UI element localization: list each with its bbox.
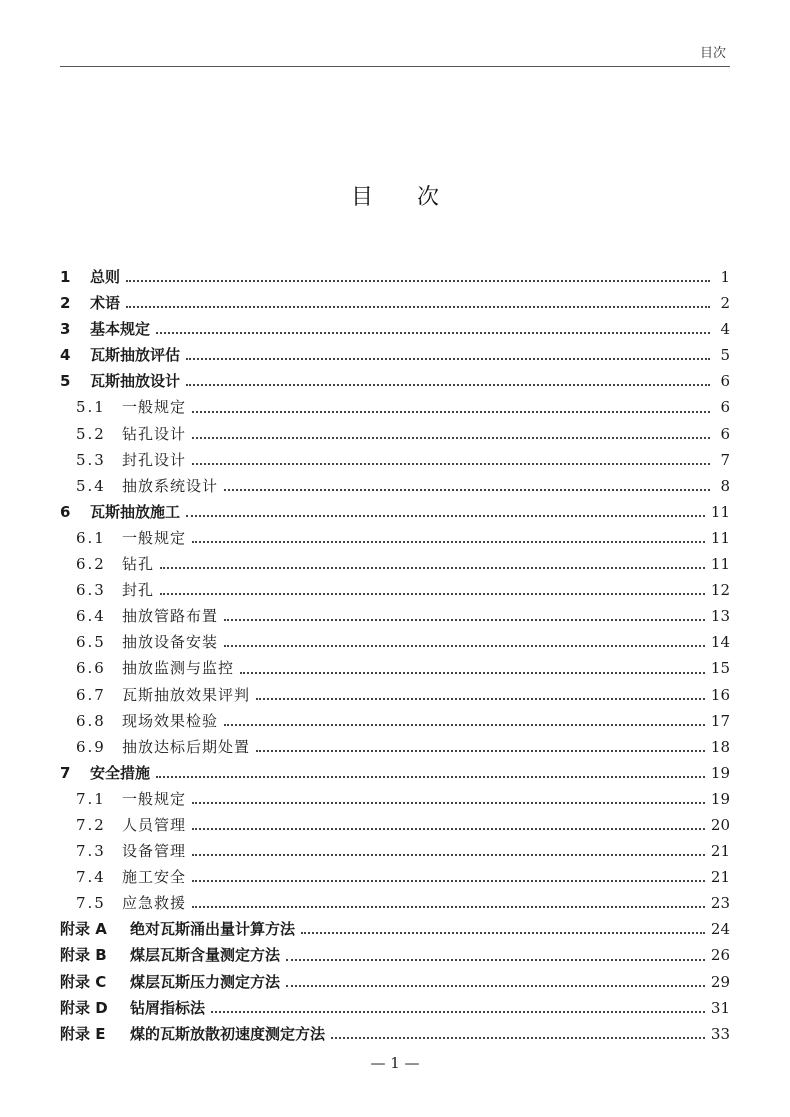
toc-entry-number: 7.3 (76, 842, 106, 861)
toc-entry-page: 14 (710, 633, 730, 652)
dot-leader (192, 872, 705, 882)
toc-entry-title: 一般规定 (122, 528, 187, 547)
toc-entry-number: 7 (60, 763, 71, 782)
toc-entry-title: 术语 (90, 294, 121, 313)
toc-entry-page: 7 (720, 450, 730, 469)
toc-entry-page: 19 (710, 763, 730, 782)
toc-entry-number: 4 (60, 346, 71, 365)
dot-leader (186, 507, 705, 517)
dot-leader (286, 951, 705, 961)
toc-entry-title: 应急救援 (122, 894, 187, 913)
toc-entry[interactable] (60, 864, 730, 890)
toc-entry-title: 总则 (90, 268, 121, 286)
dot-leader (224, 611, 705, 621)
toc-entry[interactable] (60, 838, 730, 864)
toc-entry-number: 5 (60, 372, 71, 391)
dot-leader (256, 690, 705, 700)
toc-entry-title: 瓦斯抽放效果评判 (122, 685, 251, 704)
toc-entry-number: 5.4 (76, 476, 106, 495)
toc-entry[interactable] (60, 890, 730, 916)
toc-entry[interactable] (60, 421, 730, 447)
toc-entry-title: 抽放达标后期处置 (122, 737, 251, 756)
toc-entry-page: 21 (710, 842, 730, 861)
toc-entry-number: 附录 E (60, 1024, 106, 1043)
toc-entry-page: 20 (710, 815, 730, 834)
toc-entry-number: 6.9 (76, 737, 106, 756)
dot-leader (240, 664, 705, 674)
toc-entry[interactable] (60, 969, 730, 995)
toc-entry-page: 19 (710, 789, 730, 808)
toc-entry-title: 煤的瓦斯放散初速度测定方法 (130, 1024, 326, 1043)
dot-leader (211, 1003, 705, 1013)
toc-entry[interactable] (60, 342, 730, 368)
toc-entry-number: 附录 C (60, 972, 107, 991)
toc-entry[interactable] (60, 473, 730, 499)
toc-entry-page: 29 (710, 972, 730, 991)
toc-entry-number: 5.2 (76, 424, 106, 443)
toc-entry-title: 抽放监测与监控 (122, 659, 235, 678)
dot-leader (224, 716, 705, 726)
toc-entry[interactable] (60, 551, 730, 577)
toc-entry-number: 6.2 (76, 555, 106, 574)
toc-entry-title: 基本规定 (90, 320, 151, 339)
toc-entry-page: 6 (720, 424, 730, 443)
dot-leader (192, 846, 705, 856)
page-title: 目次 (350, 185, 483, 210)
dot-leader (160, 559, 705, 569)
toc-entry-page: 24 (710, 920, 730, 939)
toc-entry-title: 煤层瓦斯压力测定方法 (130, 972, 281, 991)
toc-entry-number: 7.1 (76, 789, 106, 808)
toc-entry[interactable] (60, 812, 730, 838)
dot-leader (192, 455, 710, 465)
toc-entry-number: 6.7 (76, 685, 106, 704)
toc-entry-page: 11 (710, 502, 730, 521)
toc-entry-page: 2 (720, 294, 730, 313)
toc-entry-number: 7.5 (76, 894, 106, 913)
toc-entry-title: 安全措施 (90, 763, 151, 782)
toc-entry-number: 附录 A (60, 920, 107, 939)
toc-entry[interactable] (60, 655, 730, 681)
toc-entry-number: 6.8 (76, 711, 106, 730)
dot-leader (156, 324, 710, 334)
dot-leader (160, 585, 705, 595)
toc-entry[interactable] (60, 734, 730, 760)
dot-leader (156, 768, 705, 778)
toc-entry-number: 5.3 (76, 450, 106, 469)
toc-entry-title: 一般规定 (122, 398, 187, 417)
toc-entry[interactable] (60, 264, 730, 290)
toc-entry-page: 18 (710, 737, 730, 756)
dot-leader (126, 298, 710, 308)
toc-entry-page: 5 (720, 346, 730, 365)
toc-entry-title: 钻孔 (122, 555, 155, 574)
toc-entry[interactable] (60, 368, 730, 394)
dot-leader (192, 898, 705, 908)
toc-entry[interactable] (60, 629, 730, 655)
dot-leader (192, 403, 710, 413)
running-header: 目次 (699, 46, 726, 61)
dot-leader (224, 481, 710, 491)
dot-leader (126, 272, 710, 282)
toc-entry[interactable] (60, 603, 730, 629)
toc-entry-number: 7.2 (76, 815, 106, 834)
dot-leader (192, 794, 705, 804)
toc-entry-title: 绝对瓦斯涌出量计算方法 (130, 920, 296, 939)
toc-entry-page: 1 (720, 268, 730, 286)
toc-entry[interactable] (60, 1021, 730, 1047)
toc-entry-page: 12 (710, 581, 730, 600)
dot-leader (331, 1029, 705, 1039)
toc-entry-page: 6 (720, 398, 730, 417)
toc-entry-number: 5.1 (76, 398, 106, 417)
dot-leader (224, 637, 705, 647)
toc-entry[interactable] (60, 682, 730, 708)
toc-entry-number: 1 (60, 268, 71, 286)
toc-entry-title: 封孔 (122, 581, 155, 600)
toc-entry[interactable] (60, 394, 730, 420)
toc-entry[interactable] (60, 760, 730, 786)
toc-entry[interactable] (60, 786, 730, 812)
toc-entry-number: 附录 B (60, 946, 107, 965)
toc-entry[interactable] (60, 499, 730, 525)
toc-entry[interactable] (60, 290, 730, 316)
toc-entry-number: 6.6 (76, 659, 106, 678)
toc-entry-title: 设备管理 (122, 842, 187, 861)
toc-entry-page: 6 (720, 372, 730, 391)
toc-entry-page: 11 (710, 528, 730, 547)
toc-entry-page: 11 (710, 555, 730, 574)
toc-entry-title: 抽放设备安装 (122, 633, 219, 652)
toc-entry-number: 2 (60, 294, 71, 313)
toc-entry-number: 7.4 (76, 868, 106, 887)
toc-entry-title: 封孔设计 (122, 450, 187, 469)
toc-entry-page: 33 (710, 1024, 730, 1043)
toc-entry-title: 钻屑指标法 (130, 998, 206, 1017)
dot-leader (186, 376, 710, 386)
toc-entry-title: 瓦斯抽放施工 (90, 502, 181, 521)
toc-entry-page: 21 (710, 868, 730, 887)
dot-leader (286, 977, 705, 987)
dot-leader (256, 742, 705, 752)
toc-entry[interactable] (60, 447, 730, 473)
toc-entry-title: 抽放系统设计 (122, 476, 219, 495)
toc-entry-title: 现场效果检验 (122, 711, 219, 730)
toc-entry-number: 3 (60, 320, 71, 339)
toc-entry-title: 一般规定 (122, 789, 187, 808)
toc-entry-title: 抽放管路布置 (122, 607, 219, 626)
toc-entry-page: 23 (710, 894, 730, 913)
toc-entry-title: 施工安全 (122, 868, 187, 887)
header-divider (60, 66, 730, 67)
toc-entry[interactable] (60, 916, 730, 942)
toc-entry-page: 26 (710, 946, 730, 965)
toc-entry-page: 31 (710, 998, 730, 1017)
toc-entry-number: 附录 D (60, 998, 108, 1017)
toc-entry[interactable] (60, 525, 730, 551)
toc-entry[interactable] (60, 316, 730, 342)
table-of-contents (60, 264, 730, 1047)
toc-entry-number: 6.4 (76, 607, 106, 626)
toc-entry-page: 15 (710, 659, 730, 678)
toc-entry[interactable] (60, 942, 730, 968)
toc-entry-number: 6.1 (76, 528, 106, 547)
toc-entry[interactable] (60, 577, 730, 603)
toc-entry-number: 6 (60, 502, 71, 521)
dot-leader (301, 924, 705, 934)
toc-entry-page: 17 (710, 711, 730, 730)
toc-entry-title: 瓦斯抽放评估 (90, 346, 181, 365)
toc-entry-title: 瓦斯抽放设计 (90, 372, 181, 391)
dot-leader (186, 350, 710, 360)
page-number: — 1 — (370, 1054, 420, 1072)
dot-leader (192, 429, 710, 439)
toc-entry[interactable] (60, 995, 730, 1021)
toc-entry-page: 4 (720, 320, 730, 339)
dot-leader (192, 533, 705, 543)
toc-entry-page: 8 (720, 476, 730, 495)
toc-entry-page: 16 (710, 685, 730, 704)
toc-entry[interactable] (60, 708, 730, 734)
toc-entry-title: 人员管理 (122, 815, 187, 834)
toc-entry-number: 6.5 (76, 633, 106, 652)
toc-entry-title: 钻孔设计 (122, 424, 187, 443)
toc-entry-page: 13 (710, 607, 730, 626)
toc-entry-title: 煤层瓦斯含量测定方法 (130, 946, 281, 965)
dot-leader (192, 820, 705, 830)
toc-entry-number: 6.3 (76, 581, 106, 600)
